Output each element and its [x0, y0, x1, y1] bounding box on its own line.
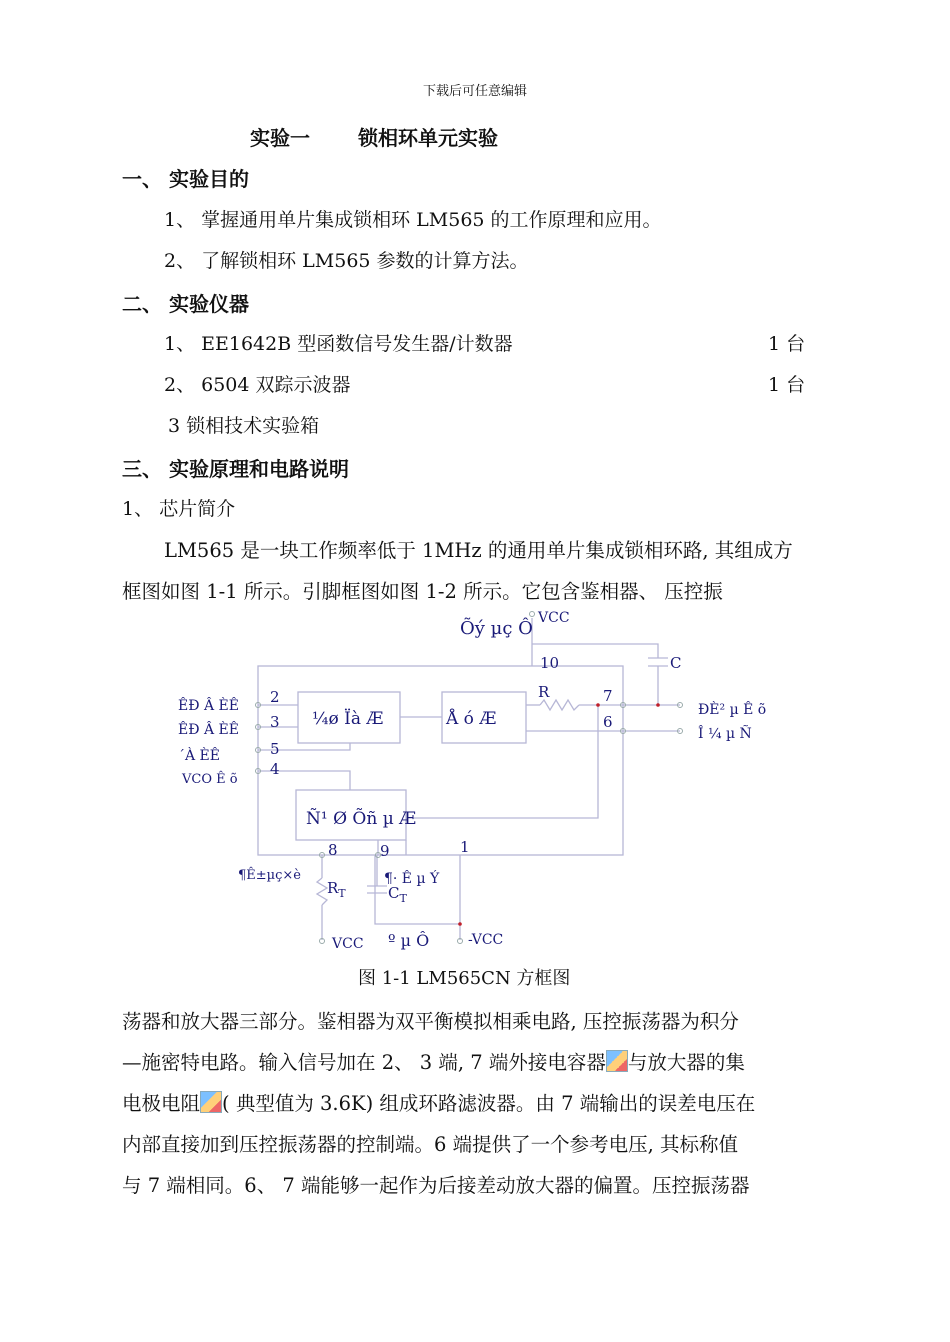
label-positive-supply: Õý µç Ô [460, 618, 533, 639]
pin-7: 7 [603, 687, 613, 705]
ground-label: º µ Ô [388, 931, 430, 950]
p2-line-3 [122, 1088, 755, 1116]
output-label-2: Î ¼ µ Ñ [698, 726, 752, 742]
title-experiment: 实验一 [250, 126, 310, 150]
pin-10: 10 [540, 654, 560, 672]
s2-item-1-qty: 1 台 [768, 333, 806, 355]
s2-item-3: 3 锁相技术实验箱 [168, 415, 320, 437]
pin-1: 1 [460, 838, 470, 856]
pin-2: 2 [270, 688, 280, 706]
pin-9: 9 [380, 842, 390, 860]
s2-item-2-qty: 1 台 [768, 374, 806, 396]
page-header: 下载后可任意编辑 [422, 84, 527, 99]
ct-label: C [388, 884, 400, 902]
rt-label: R [327, 879, 339, 897]
s2-item-2: 2、 6504 双踪示波器 [164, 374, 351, 396]
figure-caption: 图 1-1 LM565CN 方框图 [358, 968, 571, 989]
p2-line-4: 内部直接加到压控振荡器的控制端。6 端提供了一个参考电压, 其标称值 [122, 1133, 739, 1156]
broken-image-icon [606, 1050, 628, 1072]
p2-line-2-text: —施密特电路。输入信号加在 2、 3 端, 7 端外接电容器 [122, 1051, 606, 1074]
label-c: C [670, 654, 682, 672]
p2-line-2 [122, 1047, 745, 1075]
p2-line-3-text: 电极电阻 [122, 1092, 201, 1115]
section-2-heading: 二、 实验仪器 [122, 292, 249, 316]
s3-paragraph-line-2: 框图如图 1-1 所示。引脚框图如图 1-2 所示。它包含鉴相器、 压控振 [122, 580, 723, 603]
amp-block-label: Å ó Æ [446, 709, 497, 729]
pin-6: 6 [603, 713, 613, 731]
negative-vcc: -VCC [468, 932, 504, 948]
broken-image-icon [200, 1091, 222, 1113]
s3-subheading: 1、 芯片简介 [122, 498, 236, 520]
input-label-4: VCO Ê õ [182, 772, 238, 787]
input-label-2: ÊÐ Â ÈÊ [178, 722, 239, 738]
ct-subscript: T [399, 892, 407, 905]
rt-description: ¶Ê±µç×è [238, 868, 301, 883]
p2-line-1: 荡器和放大器三部分。鉴相器为双平衡模拟相乘电路, 压控振荡器为积分 [122, 1010, 739, 1033]
svg-text:CT [388, 884, 407, 905]
ct-description: ¶· Ê µ Ý [384, 871, 440, 887]
rt-subscript: T [338, 887, 346, 900]
pin-5: 5 [270, 740, 280, 758]
output-label-1: ÐÈ² µ Ê õ [698, 702, 767, 718]
p2-line-2-text-b: 与放大器的集 [627, 1051, 745, 1074]
bottom-vcc: VCC [332, 936, 364, 952]
s1-item-2: 2、 了解锁相环 LM565 参数的计算方法。 [164, 250, 529, 272]
pin-8: 8 [328, 841, 338, 859]
p2-line-3-text-b: ( 典型值为 3.6K) 组成环路滤波器。由 7 端输出的误差电压在 [222, 1092, 756, 1115]
pin-3: 3 [270, 713, 280, 731]
title-name: 锁相环单元实验 [358, 126, 498, 150]
s1-item-1: 1、 掌握通用单片集成锁相环 LM565 的工作原理和应用。 [164, 209, 662, 231]
label-vcc: VCC [538, 610, 570, 626]
input-label-3: ´À ÈÊ [178, 748, 220, 764]
lm565-block-diagram [170, 600, 790, 960]
page-title [250, 122, 498, 151]
pin-4: 4 [270, 760, 280, 778]
section-1-heading: 一、 实验目的 [122, 167, 249, 191]
pd-block-label: ¼ø Ïà Æ [312, 709, 384, 729]
s3-paragraph-line-1: LM565 是一块工作频率低于 1MHz 的通用单片集成锁相环路, 其组成方 [164, 539, 793, 562]
s2-item-1: 1、 EE1642B 型函数信号发生器/计数器 [164, 333, 513, 355]
svg-text:RT [327, 879, 346, 900]
section-3-heading: 三、 实验原理和电路说明 [122, 457, 349, 481]
label-r: R [538, 683, 550, 701]
input-label-1: ÊÐ Â ÈÊ [178, 698, 239, 714]
p2-line-5: 与 7 端相同。6、 7 端能够一起作为后接差动放大器的偏置。压控振荡器 [122, 1174, 750, 1197]
vco-block-label: Ñ¹ Ø Õñ µ Æ [306, 809, 417, 829]
